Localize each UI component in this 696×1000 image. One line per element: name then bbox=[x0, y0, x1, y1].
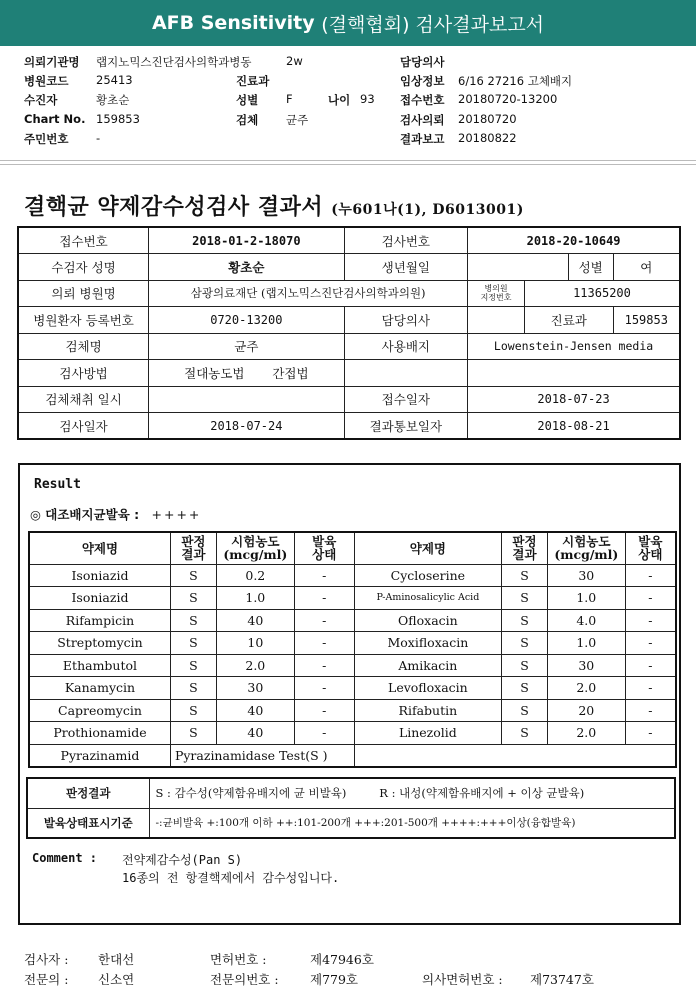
growth: - bbox=[625, 699, 676, 722]
drug-name: Rifampicin bbox=[29, 609, 170, 632]
col-drug: 약제명 bbox=[29, 532, 170, 564]
concentration: 40 bbox=[216, 722, 294, 745]
institution-extra: 2w bbox=[286, 54, 303, 68]
designated-label-1: 병의원 bbox=[484, 284, 508, 294]
col-judge-1: 판정 bbox=[512, 534, 537, 550]
specialist-no-label: 전문의번호 : bbox=[210, 972, 279, 987]
comment-line-2: 16종의 전 항결핵제에서 감수성입니다. bbox=[122, 871, 340, 885]
receipt-no-label: 접수번호 bbox=[18, 227, 149, 254]
dob-label: 생년월일 bbox=[344, 254, 468, 281]
concentration: 30 bbox=[216, 677, 294, 700]
judge: S bbox=[502, 699, 548, 722]
drug-name: Ethambutol bbox=[29, 654, 170, 677]
growth: - bbox=[294, 654, 354, 677]
specimen-label: 검체명 bbox=[18, 333, 149, 360]
method-1: 절대농도법 bbox=[184, 365, 245, 381]
table-row bbox=[29, 609, 676, 632]
drug-name: Cycloserine bbox=[354, 564, 501, 587]
sex-label: 성별 bbox=[568, 254, 613, 281]
specialist-label: 전문의 : bbox=[24, 972, 69, 987]
concentration: 1.0 bbox=[216, 587, 294, 610]
specimen-label: 검체 bbox=[236, 113, 259, 127]
result-section bbox=[18, 463, 681, 925]
doctor-label: 담당의사 bbox=[400, 55, 445, 69]
judge: S bbox=[502, 587, 548, 610]
table-row bbox=[29, 564, 676, 587]
judge: S bbox=[170, 654, 216, 677]
designated-label bbox=[468, 280, 525, 307]
media-label: 사용배지 bbox=[344, 333, 468, 360]
concentration: 10 bbox=[216, 632, 294, 655]
clinical-label: 임상정보 bbox=[400, 74, 445, 88]
judge: S bbox=[502, 564, 548, 587]
table-row bbox=[27, 778, 675, 808]
col-conc-2: (mcg/ml) bbox=[554, 547, 619, 563]
concentration: 40 bbox=[216, 609, 294, 632]
control-growth bbox=[30, 505, 201, 523]
table-row bbox=[18, 413, 680, 440]
drug-name: Amikacin bbox=[354, 654, 501, 677]
comment-label: Comment : bbox=[32, 851, 98, 865]
growth: - bbox=[294, 677, 354, 700]
test-date: 2018-07-24 bbox=[149, 413, 344, 440]
concentration: 0.2 bbox=[216, 564, 294, 587]
drug-name: Kanamycin bbox=[29, 677, 170, 700]
dept-label: 진료과 bbox=[524, 307, 613, 334]
report-header-main: AFB Sensitivity bbox=[151, 12, 315, 34]
control-value: ++++ bbox=[151, 507, 202, 522]
sex-label: 성별 bbox=[236, 93, 259, 107]
drug-name: Isoniazid bbox=[29, 587, 170, 610]
patient-info bbox=[24, 54, 684, 154]
dob bbox=[468, 254, 569, 281]
dept: 159853 bbox=[613, 307, 680, 334]
table-row bbox=[27, 808, 675, 838]
pza-value: Pyrazinamidase Test(S ) bbox=[170, 744, 354, 767]
col-conc bbox=[216, 532, 294, 564]
designated-no: 11365200 bbox=[524, 280, 680, 307]
growth: - bbox=[294, 587, 354, 610]
report-title-sub: (누601나(1), D6013001) bbox=[331, 202, 524, 218]
growth: - bbox=[625, 632, 676, 655]
col-growth bbox=[625, 532, 676, 564]
judge: S bbox=[502, 654, 548, 677]
specimen-value: 균주 bbox=[286, 113, 309, 127]
designated-label-2: 지정번호 bbox=[480, 293, 512, 303]
receipt-no: 2018-01-2-18070 bbox=[149, 227, 344, 254]
concentration: 30 bbox=[547, 564, 625, 587]
doctor-license-label: 의사면허번호 : bbox=[422, 972, 503, 987]
col-growth-2: 상태 bbox=[312, 547, 337, 563]
pza-label: Pyrazinamid bbox=[29, 744, 170, 767]
drug-name: Levofloxacin bbox=[354, 677, 501, 700]
growth: - bbox=[294, 722, 354, 745]
judge: S bbox=[170, 587, 216, 610]
judge: S bbox=[502, 722, 548, 745]
growth: - bbox=[294, 564, 354, 587]
judge: S bbox=[502, 632, 548, 655]
col-drug: 약제명 bbox=[354, 532, 501, 564]
hospital: 삼광의료재단 (랩지노믹스진단검사의학과의원) bbox=[149, 280, 468, 307]
clinical-value: 6/16 27216 고체배지 bbox=[458, 74, 573, 88]
reg-no: 0720-13200 bbox=[149, 307, 344, 334]
name-label: 수검자 성명 bbox=[18, 254, 149, 281]
table-row bbox=[18, 280, 680, 307]
test-date-label: 검사일자 bbox=[18, 413, 149, 440]
col-judge-2: 결과 bbox=[181, 547, 206, 563]
collect-label: 검체채취 일시 bbox=[18, 386, 149, 413]
col-growth bbox=[294, 532, 354, 564]
report-title bbox=[24, 190, 524, 221]
license: 제47946호 bbox=[310, 952, 374, 967]
table-row bbox=[18, 360, 680, 387]
doctor bbox=[468, 307, 525, 334]
report-value: 20180822 bbox=[458, 131, 517, 145]
drug-name: P-Aminosalicylic Acid bbox=[354, 587, 501, 610]
report-label: 결과보고 bbox=[400, 132, 445, 146]
drug-name: Ofloxacin bbox=[354, 609, 501, 632]
patient-name: 황초순 bbox=[149, 254, 344, 281]
concentration: 1.0 bbox=[547, 632, 625, 655]
growth: - bbox=[625, 654, 676, 677]
institution-label: 의뢰기관명 bbox=[24, 55, 80, 69]
judge: S bbox=[502, 677, 548, 700]
col-growth-1: 발육 bbox=[638, 534, 663, 550]
hospital-code-label: 병원코드 bbox=[24, 74, 69, 88]
col-conc-1: 시험농도 bbox=[231, 534, 280, 550]
notify-label: 결과통보일자 bbox=[344, 413, 468, 440]
judge: S bbox=[502, 609, 548, 632]
test-no: 2018-20-10649 bbox=[468, 227, 680, 254]
license-label: 면허번호 : bbox=[210, 952, 267, 967]
table-row bbox=[18, 307, 680, 334]
col-judge bbox=[170, 532, 216, 564]
col-conc-1: 시험농도 bbox=[562, 534, 611, 550]
drug-name: Isoniazid bbox=[29, 564, 170, 587]
notify: 2018-08-21 bbox=[468, 413, 680, 440]
judge: S bbox=[170, 609, 216, 632]
sex-value: F bbox=[286, 92, 293, 106]
request-value: 20180720 bbox=[458, 112, 517, 126]
method-2: 간접법 bbox=[272, 365, 309, 381]
patient-value: 황초순 bbox=[96, 93, 130, 107]
table-row bbox=[18, 386, 680, 413]
sex: 여 bbox=[613, 254, 680, 281]
drug-name: Streptomycin bbox=[29, 632, 170, 655]
receipt-value: 20180720-13200 bbox=[458, 92, 558, 106]
divider bbox=[0, 160, 696, 161]
receipt-label: 접수번호 bbox=[400, 93, 445, 107]
age-label: 나이 bbox=[328, 93, 351, 107]
judge: S bbox=[170, 699, 216, 722]
concentration: 20 bbox=[547, 699, 625, 722]
judge: S bbox=[170, 632, 216, 655]
concentration: 2.0 bbox=[216, 654, 294, 677]
judge: S bbox=[170, 677, 216, 700]
drug-table bbox=[28, 531, 677, 768]
col-conc bbox=[547, 532, 625, 564]
growth-desc: -:균비발육 +:100개 이하 ++:101-200개 +++:201-500개 ++++:+++이상(융합발육) bbox=[149, 808, 675, 838]
table-row bbox=[29, 699, 676, 722]
reg-label: 병원환자 등록번호 bbox=[18, 307, 149, 334]
legend-table bbox=[26, 777, 676, 839]
growth: - bbox=[294, 699, 354, 722]
hospital-label: 의뢰 병원명 bbox=[18, 280, 149, 307]
table-row bbox=[29, 587, 676, 610]
table-row bbox=[29, 632, 676, 655]
drug-name: Prothionamide bbox=[29, 722, 170, 745]
concentration: 30 bbox=[547, 654, 625, 677]
report-header-sub: (결핵협회) 검사결과보고서 bbox=[321, 13, 545, 36]
tester-label: 검사자 : bbox=[24, 952, 69, 967]
concentration: 2.0 bbox=[547, 722, 625, 745]
growth: - bbox=[625, 722, 676, 745]
col-growth-1: 발육 bbox=[312, 534, 337, 550]
growth-label: 발육상태표시기준 bbox=[27, 808, 149, 838]
concentration: 40 bbox=[216, 699, 294, 722]
info-table bbox=[17, 226, 681, 440]
judge: S bbox=[170, 564, 216, 587]
hospital-code-value: 25413 bbox=[96, 73, 133, 87]
drug-name: Linezolid bbox=[354, 722, 501, 745]
col-conc-2: (mcg/ml) bbox=[223, 547, 288, 563]
table-row bbox=[29, 677, 676, 700]
resident-value: - bbox=[96, 131, 101, 145]
received-label: 접수일자 bbox=[344, 386, 468, 413]
specialist: 신소연 bbox=[98, 972, 135, 987]
growth: - bbox=[625, 677, 676, 700]
doctor-label: 담당의사 bbox=[344, 307, 468, 334]
growth: - bbox=[625, 564, 676, 587]
divider bbox=[0, 164, 696, 165]
resident-label: 주민번호 bbox=[24, 132, 69, 146]
report-header bbox=[0, 0, 696, 46]
table-row bbox=[29, 744, 676, 767]
table-row bbox=[18, 227, 680, 254]
drug-name: Moxifloxacin bbox=[354, 632, 501, 655]
growth: - bbox=[625, 587, 676, 610]
chart-value: 159853 bbox=[96, 112, 140, 126]
doctor-license: 제73747호 bbox=[530, 972, 594, 987]
col-judge bbox=[502, 532, 548, 564]
institution-value: 랩지노믹스진단검사의학과병동 bbox=[96, 55, 252, 69]
concentration: 4.0 bbox=[547, 609, 625, 632]
request-label: 검사의뢰 bbox=[400, 113, 445, 127]
collect bbox=[149, 386, 344, 413]
growth: - bbox=[294, 609, 354, 632]
age-value: 93 bbox=[360, 92, 375, 106]
growth: - bbox=[294, 632, 354, 655]
method-label: 검사방법 bbox=[18, 360, 149, 387]
result-title: Result bbox=[34, 477, 81, 492]
drug-name: Rifabutin bbox=[354, 699, 501, 722]
table-row bbox=[29, 722, 676, 745]
control-label: ◎ 대조배지균발육 : bbox=[30, 507, 140, 522]
specialist-no: 제779호 bbox=[310, 972, 359, 987]
col-judge-1: 판정 bbox=[181, 534, 206, 550]
judge-label: 판정결과 bbox=[27, 778, 149, 808]
tester: 한대선 bbox=[98, 952, 135, 967]
judge-s: S : 감수성(약제함유배지에 균 비발육) bbox=[155, 786, 347, 801]
judge-desc bbox=[149, 778, 675, 808]
specimen: 균주 bbox=[149, 333, 344, 360]
table-row bbox=[18, 333, 680, 360]
comment-line-1: 전약제감수성(Pan S) bbox=[122, 853, 243, 867]
received: 2018-07-23 bbox=[468, 386, 680, 413]
judge-r: R : 내성(약제함유배지에 + 이상 균발육) bbox=[379, 786, 585, 801]
drug-name: Capreomycin bbox=[29, 699, 170, 722]
growth: - bbox=[625, 609, 676, 632]
method bbox=[149, 360, 344, 387]
report-title-main: 결핵균 약제감수성검사 결과서 bbox=[24, 194, 324, 220]
col-judge-2: 결과 bbox=[512, 547, 537, 563]
table-row bbox=[29, 654, 676, 677]
chart-label: Chart No. bbox=[24, 112, 86, 126]
concentration: 2.0 bbox=[547, 677, 625, 700]
patient-label: 수진자 bbox=[24, 93, 58, 107]
dept-label: 진료과 bbox=[236, 74, 270, 88]
judge: S bbox=[170, 722, 216, 745]
table-row bbox=[18, 254, 680, 281]
test-no-label: 검사번호 bbox=[344, 227, 468, 254]
media: Lowenstein-Jensen media bbox=[468, 333, 680, 360]
concentration: 1.0 bbox=[547, 587, 625, 610]
drug-table-header bbox=[29, 532, 676, 564]
col-growth-2: 상태 bbox=[638, 547, 663, 563]
